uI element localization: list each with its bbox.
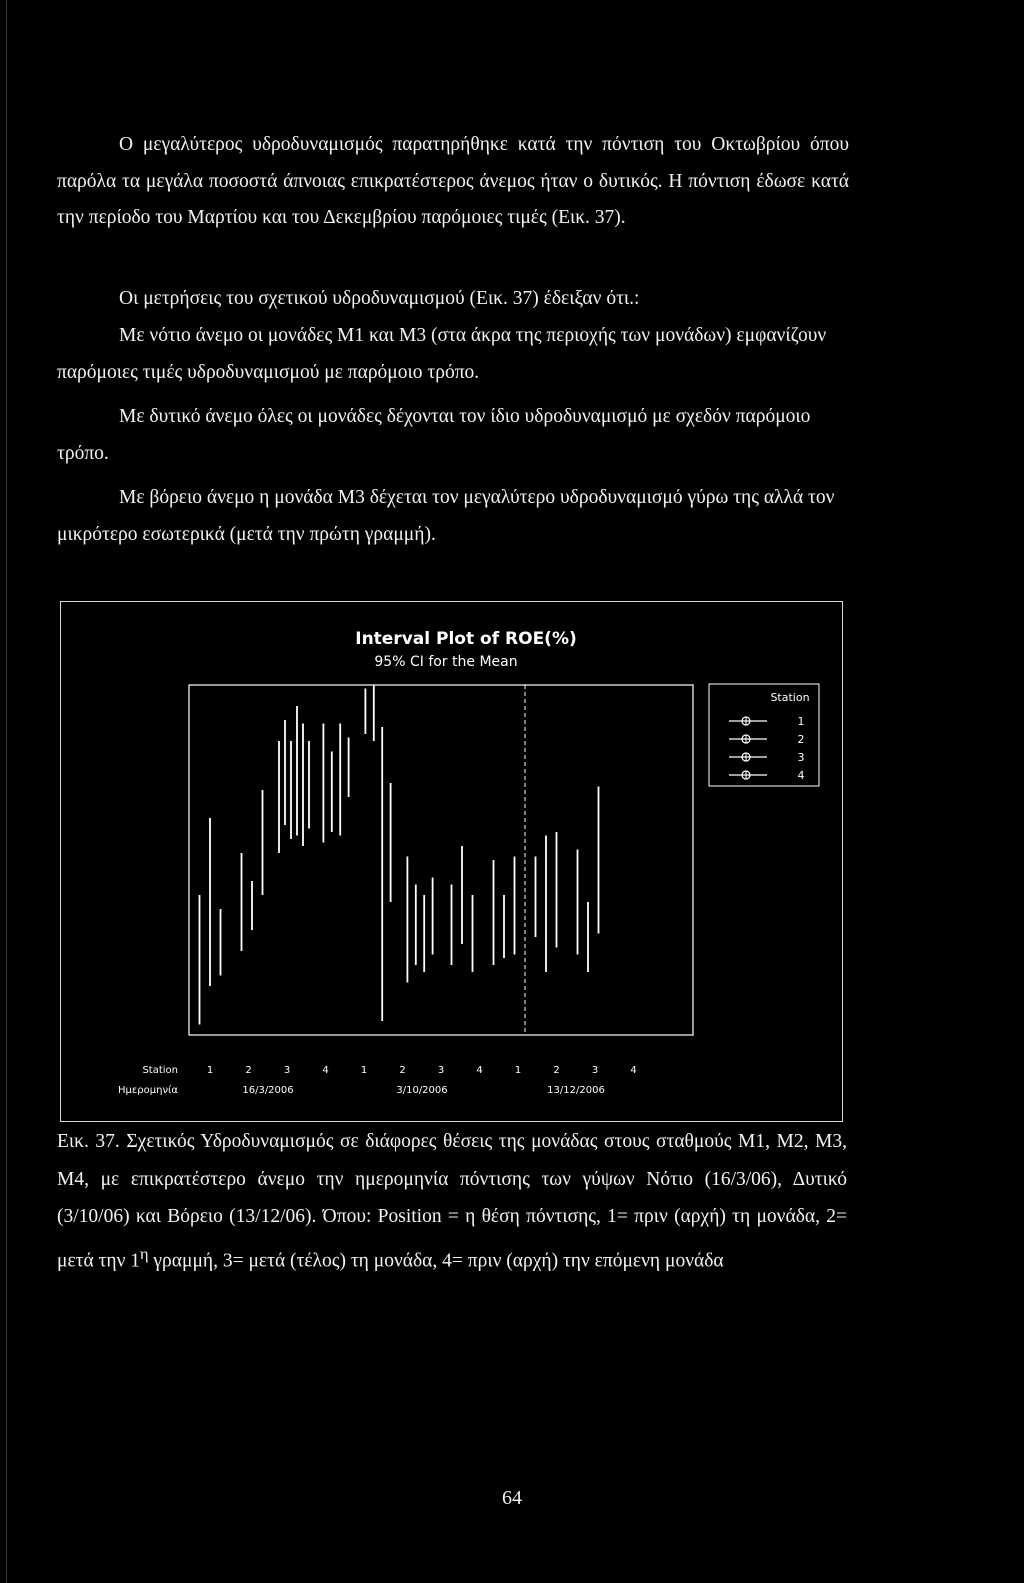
x-tick-station: 3 — [591, 1065, 599, 1076]
plot-area — [189, 685, 693, 1035]
x-tick-station: 2 — [245, 1065, 252, 1076]
legend-title: Station — [770, 691, 810, 704]
x-tick-station: 1 — [206, 1065, 214, 1076]
x-tick-station: 4 — [322, 1065, 329, 1076]
paragraph-3: Με νότιο άνεμο οι μονάδες Μ1 και Μ3 (στα άκρα της περιοχής των μονάδων) εμφανίζουν παρόμοιες τιμές υδροδυναμισμού με παρόμοιο τρόπο. — [57, 325, 827, 383]
legend-entry-3: 3 — [797, 751, 805, 764]
x-tick-station: 2 — [553, 1065, 560, 1076]
chart-subtitle: 95% CI for the Mean — [374, 654, 518, 670]
interval-bars — [200, 685, 599, 1025]
figure-frame — [60, 601, 843, 1122]
x-tick-station: 4 — [476, 1065, 483, 1076]
x-tick-station: 1 — [360, 1065, 368, 1076]
x-axis-rows — [118, 1065, 637, 1096]
x-tick-station: 3 — [283, 1065, 291, 1076]
x-tick-station: 2 — [399, 1065, 406, 1076]
paragraph-5: Με βόρειο άνεμο η μονάδα Μ3 δέχεται τον μεγαλύτερο υδροδυναμισμό γύρω της αλλά τον μικρότερο εσωτερικά (μετά την πρώτη γραμμή). — [57, 487, 835, 545]
x-group-date: 3/10/2006 — [396, 1085, 448, 1096]
legend-entries — [729, 715, 805, 782]
x-tick-station: 3 — [437, 1065, 445, 1076]
chart-title: Interval Plot of ROE(%) — [355, 629, 577, 649]
x-tick-station: 1 — [514, 1065, 522, 1076]
legend-entry-1: 1 — [797, 715, 805, 728]
x-row-label-date: Ημερομηνία — [117, 1085, 178, 1096]
x-tick-station: 4 — [630, 1065, 637, 1076]
figure-caption: Εικ. 37. Σχετικός Υδροδυναμισμός σε διάφορες θέσεις της μονάδας στους σταθμούς Μ1, Μ2, Μ3, Μ4, με επικρατέστερο άνεμο την ημερομηνία πόντισης των γύψων Νότιο (16/3/06), Δυτικό (3/10/06) και Βόρειο (13/12/06). Όπου: Position = η θέση πόντισης, 1= πριν (αρχή) τη μονάδα, 2= μετά την $1^\eta$ γραμμή, 3= μετά (τέλος) τη μονάδα, 4= πριν (αρχή) την επόμενη μονάδα — [57, 1131, 847, 1271]
x-group-date: 16/3/2006 — [242, 1085, 294, 1096]
legend-entry-4: 4 — [797, 769, 805, 782]
paragraph-4: Με δυτικό άνεμο όλες οι μονάδες δέχονται τον ίδιο υδροδυναμισμό με σχεδόν παρόμοιο τρόπο. — [57, 406, 811, 464]
x-row-label-station: Station — [142, 1065, 178, 1076]
paragraph-2: Οι μετρήσεις του σχετικού υδροδυναμισμού (Εικ. 37) έδειξαν ότι.: — [119, 288, 640, 309]
page-number: 64 — [502, 1487, 522, 1509]
x-group-date: 13/12/2006 — [547, 1085, 605, 1096]
interval-plot — [61, 602, 844, 1123]
scan-edge-line — [6, 0, 7, 1583]
legend-entry-2: 2 — [797, 733, 805, 746]
paragraph-1: Ο μεγαλύτερος υδροδυναμισμός παρατηρήθηκε κατά την πόντιση του Οκτωβρίου όπου παρόλα τα μεγάλα ποσοστά άπνοιας επικρατέστερος άνεμος ήταν ο δυτικός. Η πόντιση έδωσε κατά την περίοδο του Μαρτίου και του Δεκεμβρίου παρόμοιες τιμές (Εικ. 37). — [57, 134, 849, 228]
